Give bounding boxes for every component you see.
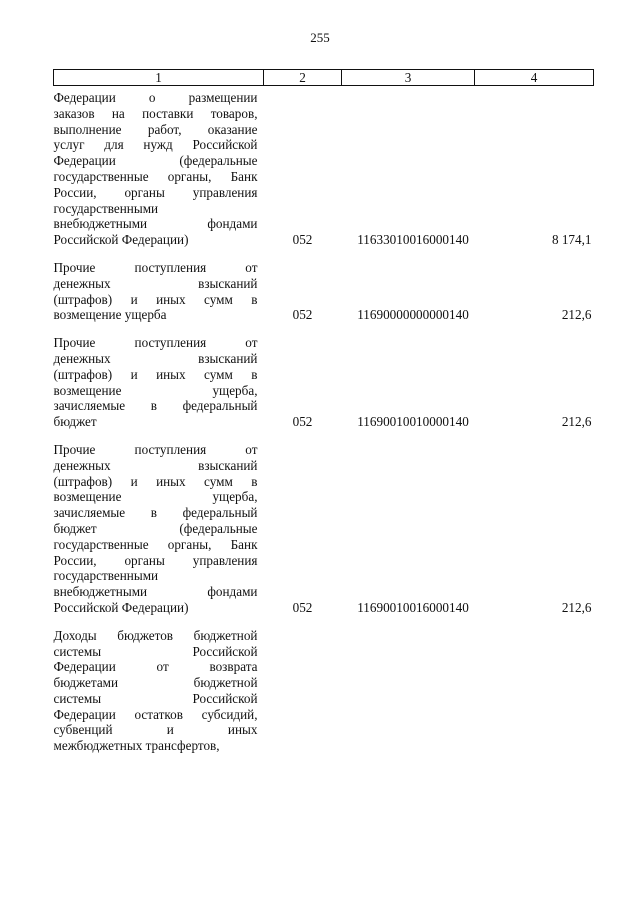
table-header-row	[54, 70, 594, 86]
description-line: (штрафов) и иных сумм в	[53, 366, 258, 382]
description-line: государственными	[53, 568, 159, 584]
revenue-description	[54, 628, 264, 766]
description-line: денежных взысканий	[53, 275, 258, 291]
admin-code-cell: 052	[292, 232, 313, 248]
classification-code-cell: 11690000000000140	[357, 307, 469, 323]
revenue-description	[54, 260, 264, 335]
admin-code-cell	[264, 628, 342, 766]
description-line: государственные органы, Банк	[53, 168, 258, 184]
description-line: Доходы бюджетов бюджетной	[53, 627, 258, 643]
amount-cell: 212,6	[561, 414, 592, 430]
description-line: заказов на поставки товаров,	[53, 105, 258, 121]
classification-code-cell	[342, 628, 475, 766]
description-line: Федерации остатков субсидий,	[53, 706, 258, 722]
table-row	[54, 86, 594, 260]
description-line: возмещение ущерба,	[53, 382, 258, 398]
amount-cell: 212,6	[561, 599, 592, 615]
description-line: государственные органы, Банк	[53, 536, 258, 552]
table-row	[54, 335, 594, 442]
description-line: внебюджетными фондами	[53, 584, 258, 600]
amount-cell: 212,6	[561, 307, 592, 323]
amount-cell	[475, 628, 594, 766]
revenue-description	[54, 442, 264, 628]
description-line: Федерации (федеральные	[53, 153, 258, 169]
description-line: бюджет	[53, 414, 97, 430]
description-line: зачисляемые в федеральный	[53, 398, 258, 414]
description-line: Прочие поступления от	[53, 259, 258, 275]
classification-code-cell: 11633010016000140	[357, 232, 469, 248]
description-line: системы Российской	[53, 643, 258, 659]
description-line: России, органы управления	[53, 184, 258, 200]
description-line: Прочие поступления от	[53, 441, 258, 457]
admin-code-cell: 052	[292, 307, 313, 323]
description-line: Российской Федерации)	[53, 599, 189, 615]
table-row	[54, 442, 594, 628]
description-line: Прочие поступления от	[53, 335, 258, 351]
page-number: 255	[310, 30, 330, 45]
column-header-3: 3	[342, 70, 475, 86]
description-line: России, органы управления	[53, 552, 258, 568]
description-line: денежных взысканий	[53, 457, 258, 473]
description-line: субвенций и иных	[53, 722, 258, 738]
description-line: зачисляемые в федеральный	[53, 505, 258, 521]
classification-code-cell: 11690010010000140	[357, 414, 469, 430]
column-header-2: 2	[264, 70, 342, 86]
admin-code-cell: 052	[292, 414, 313, 430]
description-line: бюджет (федеральные	[53, 520, 258, 536]
description-line: услуг для нужд Российской	[53, 137, 258, 153]
table-body	[54, 86, 594, 767]
description-line: Федерации от возврата	[53, 659, 258, 675]
description-line: внебюджетными фондами	[53, 216, 258, 232]
description-line: (штрафов) и иных сумм в	[53, 473, 258, 489]
classification-code-cell: 11690010016000140	[357, 599, 469, 615]
description-line: возмещение ущерба	[53, 307, 167, 323]
description-line: бюджетами бюджетной	[53, 675, 258, 691]
description-line: денежных взысканий	[53, 350, 258, 366]
revenue-description	[54, 335, 264, 442]
description-line: межбюджетных трансфертов,	[53, 738, 220, 754]
description-line: Российской Федерации)	[53, 232, 189, 248]
admin-code-cell: 052	[292, 599, 313, 615]
amount-cell: 8 174,1	[551, 232, 592, 248]
revenue-description	[54, 86, 264, 260]
table-row	[54, 260, 594, 335]
description-line: (штрафов) и иных сумм в	[53, 291, 258, 307]
description-line: Федерации о размещении	[53, 90, 258, 105]
column-header-1: 1	[54, 70, 264, 86]
description-line: выполнение работ, оказание	[53, 121, 258, 137]
table-row	[54, 628, 594, 766]
budget-revenue-table	[53, 69, 594, 766]
column-header-4: 4	[475, 70, 594, 86]
description-line: государственными	[53, 200, 159, 216]
description-line: системы Российской	[53, 690, 258, 706]
description-line: возмещение ущерба,	[53, 489, 258, 505]
